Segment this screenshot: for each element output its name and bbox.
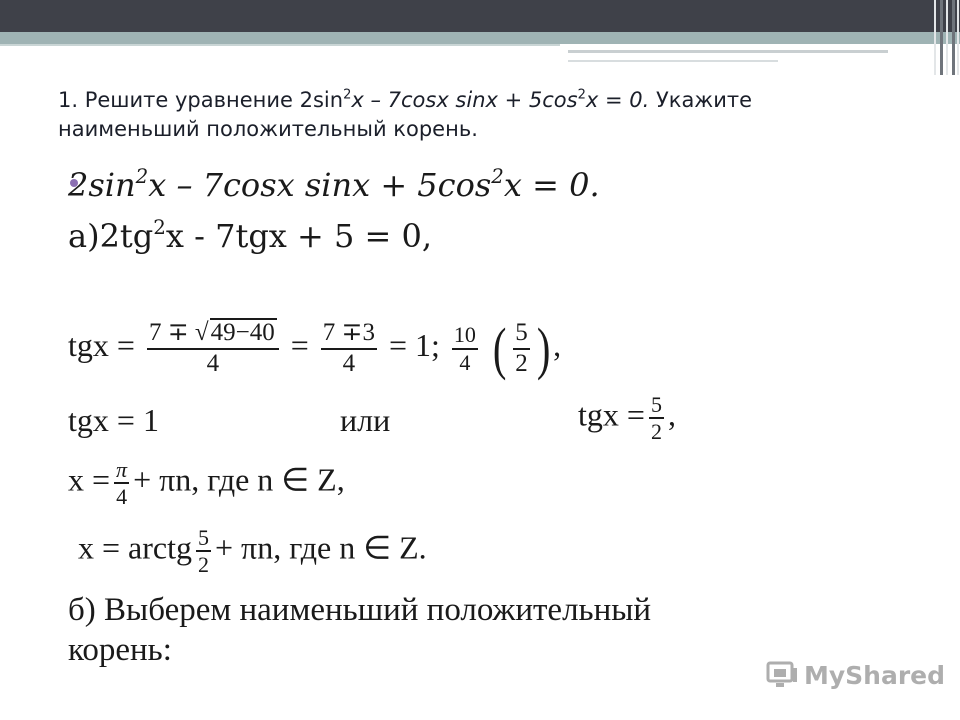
denominator: 2 — [650, 419, 662, 445]
equation-text: x = 0. — [503, 166, 600, 204]
denominator: 4 — [459, 349, 471, 375]
title-text: 1. Решите уравнение 2sin — [58, 88, 344, 112]
title-text-line2: наименьший положительный корень. — [58, 117, 478, 141]
paren-close: ) — [536, 316, 551, 381]
numerator: 10 — [453, 322, 476, 348]
step-a-line — [68, 217, 432, 255]
superscript: 2 — [135, 165, 149, 189]
equation-text: x – 7cosx sinx + 5cos — [148, 166, 492, 204]
title-equation: x – 7cosx sinx + 5cos — [351, 88, 578, 112]
numerator: 5 — [650, 392, 662, 417]
myshared-logo-icon — [766, 660, 798, 690]
fraction-five-halves — [649, 392, 664, 445]
comma: , — [667, 396, 676, 433]
top-bar — [0, 0, 960, 32]
numerator: 7 ∓ — [148, 319, 195, 347]
root-one: = 1; — [388, 326, 440, 363]
denominator: 2 — [198, 552, 209, 578]
sqrt-icon: √ — [194, 319, 209, 347]
fraction-five-halves — [196, 525, 211, 578]
tg-lhs: tgx = — [578, 396, 645, 433]
tg-one-text: tgx = 1 — [68, 402, 159, 438]
numerator: 5 — [515, 318, 528, 346]
x-solution-pi — [68, 457, 345, 510]
right-decorative-bars — [932, 0, 960, 75]
superscript: 2 — [577, 87, 586, 103]
task-title — [58, 86, 858, 144]
tg-one — [68, 402, 159, 439]
equation-text: 2sin — [68, 166, 136, 204]
comma: , — [553, 326, 562, 363]
superscript: 2 — [153, 216, 166, 240]
fraction-discriminant — [147, 318, 279, 379]
or-text: или — [340, 402, 391, 438]
numerator: 5 — [198, 525, 209, 550]
step-text: а)2tg — [68, 217, 154, 255]
paren-open: ( — [492, 316, 507, 381]
denominator: 2 — [515, 349, 528, 377]
step-text: x - 7tgx + 5 = 0, — [165, 217, 433, 255]
watermark — [766, 655, 945, 695]
radicand: 49−40 — [210, 319, 275, 347]
part-b — [68, 590, 868, 670]
accent-band-thin — [0, 44, 560, 46]
denominator: 4 — [116, 484, 128, 510]
fraction-ten-fourths — [452, 322, 478, 375]
accent-band — [0, 32, 960, 44]
fraction-five-halves — [513, 319, 530, 379]
numerator: π — [116, 457, 128, 482]
fraction-simplified — [321, 319, 377, 379]
tg-solution-line — [68, 315, 561, 382]
x-solution-arctg — [78, 525, 427, 578]
numerator: 7 ∓3 — [322, 318, 375, 346]
superscript: 2 — [491, 165, 504, 189]
title-text: Укажите — [649, 88, 753, 112]
superscript: 2 — [343, 87, 352, 103]
x-rest: + πn, где n ∈ Z, — [133, 461, 345, 498]
x-lhs: x = arctg — [78, 529, 192, 566]
decorative-line — [568, 60, 778, 62]
tg-five-halves — [578, 392, 676, 445]
x-lhs: x = — [68, 461, 111, 498]
part-b-line2: корень: — [68, 632, 172, 668]
equals-sign: = — [290, 326, 309, 363]
equation-line — [68, 166, 600, 204]
x-rest: + πn, где n ∈ Z. — [215, 529, 427, 566]
fraction-pi-fourths — [114, 457, 129, 510]
tg-lhs: tgx = — [68, 326, 135, 363]
denominator: 4 — [206, 350, 220, 377]
title-equation-end: x = 0. — [585, 88, 650, 112]
watermark-text: MyShared — [804, 660, 946, 690]
denominator: 4 — [342, 349, 356, 377]
decorative-line — [568, 50, 888, 53]
or-word — [340, 402, 390, 439]
part-b-line1: б) Выберем наименьший положительный — [68, 592, 652, 628]
